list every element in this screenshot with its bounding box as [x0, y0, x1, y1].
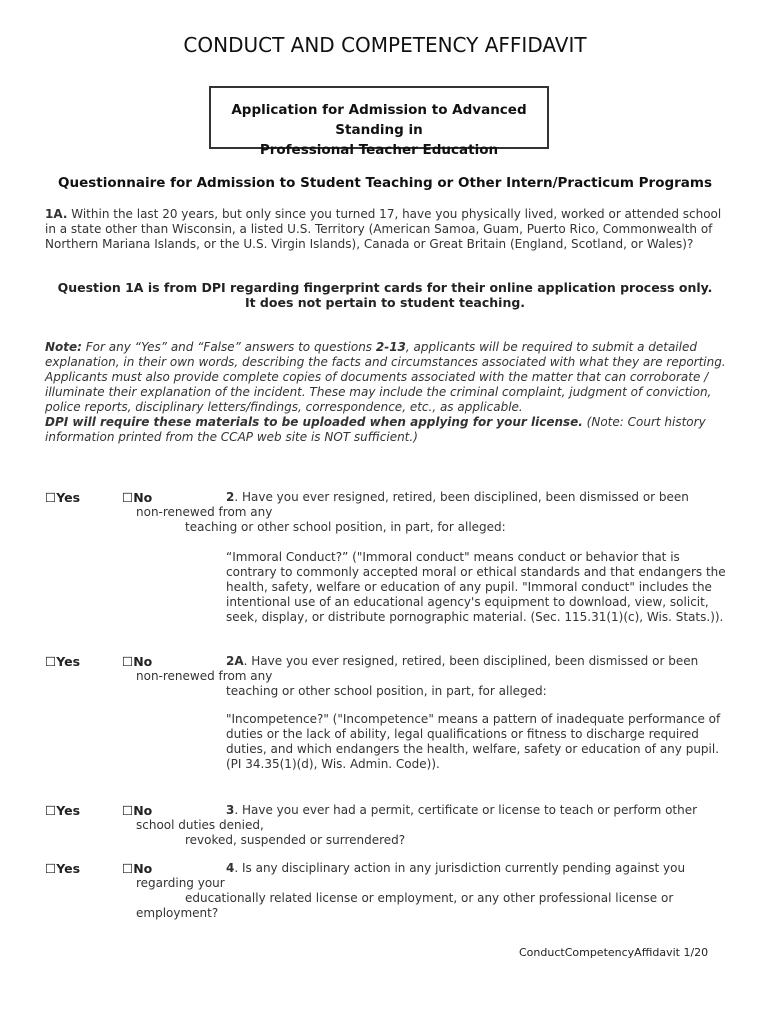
q2a-detail: "Incompetence?" ("Incompetence" means a pattern of inadequate performance of duties or the lack of ability, legal qualifications or fitness to discharge required duties, and which endangers the health, welfare, safety or education of any pupil. (PI 34.35(1)(d), Wis. Admin. Code)).: [226, 712, 721, 771]
q2-line1-text: . Have you ever resigned, retired, been disciplined, been dismissed or been: [234, 490, 689, 504]
q2a-line2: non-renewed from any: [136, 669, 273, 683]
question-1a-text: Within the last 20 years, but only since you turned 17, have you physically lived, worked or attended school in a state other than Wisconsin, a listed U.S. Territory (American Samoa, Guam, Puerto Rico, Commonwealth of Northern Mariana Islands, or the U.S. Virgin Islands), Canada or Great Britain (England, Scotland, or Wales)?: [45, 207, 722, 251]
q4-no-checkbox[interactable]: ☐No: [122, 861, 153, 876]
q4-line1: [226, 861, 736, 876]
q2-detail: “Immoral Conduct?” ("Immoral conduct" means conduct or behavior that is contrary to commonly accepted moral or ethical standards and that endangers the health, safety, welfare or education of any pupil. "Immoral conduct" includes the intentional use of an educational agency's equipment to download, view, solicit, seek, display, or distribute pornographic material. (Sec. 115.31(1)(c), Wis. Stats.)).: [226, 550, 726, 624]
q2-yes-checkbox[interactable]: ☐Yes: [45, 490, 81, 505]
q4-line4: employment?: [136, 906, 219, 920]
question-1a-notice: [45, 280, 725, 310]
q4-number: 4: [226, 861, 235, 875]
note-bold-line: DPI will require these materials to be uploaded when applying for your license.: [45, 415, 583, 429]
note-part1: For any “Yes” and “False” answers to questions: [81, 340, 376, 354]
q2-no-checkbox[interactable]: ☐No: [122, 490, 153, 505]
q2-number: 2: [226, 490, 235, 504]
page-title: CONDUCT AND COMPETENCY AFFIDAVIT: [183, 33, 587, 57]
questionnaire-heading: Questionnaire for Admission to Student Teaching or Other Intern/Practicum Programs: [57, 175, 712, 191]
q3-line2: school duties denied,: [136, 818, 264, 832]
q2a-yes-checkbox[interactable]: ☐Yes: [45, 654, 81, 669]
q2-line3: teaching or other school position, in part, for alleged:: [185, 520, 506, 534]
page-footer: ConductCompetencyAffidavit 1/20: [519, 946, 709, 959]
note-part2: , applicants will be required to submit a detailed explanation, in their own words, describing the facts and circumstances associated with what they are reporting. Applicants must also provide complete copies of documents associated with the matter that can corroborate / illuminate their explanation of the incident. These may include the criminal complaint, judgment of conviction, police reports, disciplinary letters/findings, correspondence, etc., as applicable.: [45, 340, 726, 414]
q3-line3: revoked, suspended or surrendered?: [185, 833, 406, 847]
q3-number: 3: [226, 803, 235, 817]
q2a-line3: teaching or other school position, in part, for alleged:: [226, 684, 547, 698]
q3-line1: [226, 803, 736, 818]
note-range: 2-13: [375, 340, 406, 354]
q4-line1-text: . Is any disciplinary action in any jurisdiction currently pending against you: [234, 861, 686, 875]
q4-line3: educationally related license or employment, or any other professional license or: [185, 891, 674, 905]
q3-yes-checkbox[interactable]: ☐Yes: [45, 803, 81, 818]
application-box: [209, 86, 549, 158]
note-label: Note:: [45, 340, 82, 354]
q2a-line1: [226, 654, 736, 669]
question-1a: [45, 207, 725, 252]
q2-line2: non-renewed from any: [136, 505, 273, 519]
note-part3: (Note: Court history information printed from the CCAP web site is NOT sufficient.): [45, 415, 706, 444]
q2a-line1-text: . Have you ever resigned, retired, been disciplined, been dismissed or been: [243, 654, 699, 668]
application-box-line2: Standing in: [335, 122, 423, 138]
q2a-no-checkbox[interactable]: ☐No: [122, 654, 153, 669]
question-1a-number: 1A.: [45, 207, 68, 221]
q4-line2: regarding your: [136, 876, 225, 890]
application-box-line3: Professional Teacher Education: [259, 142, 499, 158]
notice-line1: Question 1A is from DPI regarding fingerprint cards for their online application process only.: [57, 280, 713, 295]
application-box-line1: Application for Admission to Advanced: [231, 102, 527, 118]
q2-line1: [226, 490, 736, 505]
notice-line2: It does not pertain to student teaching.: [244, 295, 526, 310]
q3-line1-text: . Have you ever had a permit, certificate or license to teach or perform other: [234, 803, 698, 817]
q2a-number: 2A: [226, 654, 244, 668]
note-paragraph: [45, 340, 735, 445]
q3-no-checkbox[interactable]: ☐No: [122, 803, 153, 818]
q4-yes-checkbox[interactable]: ☐Yes: [45, 861, 81, 876]
